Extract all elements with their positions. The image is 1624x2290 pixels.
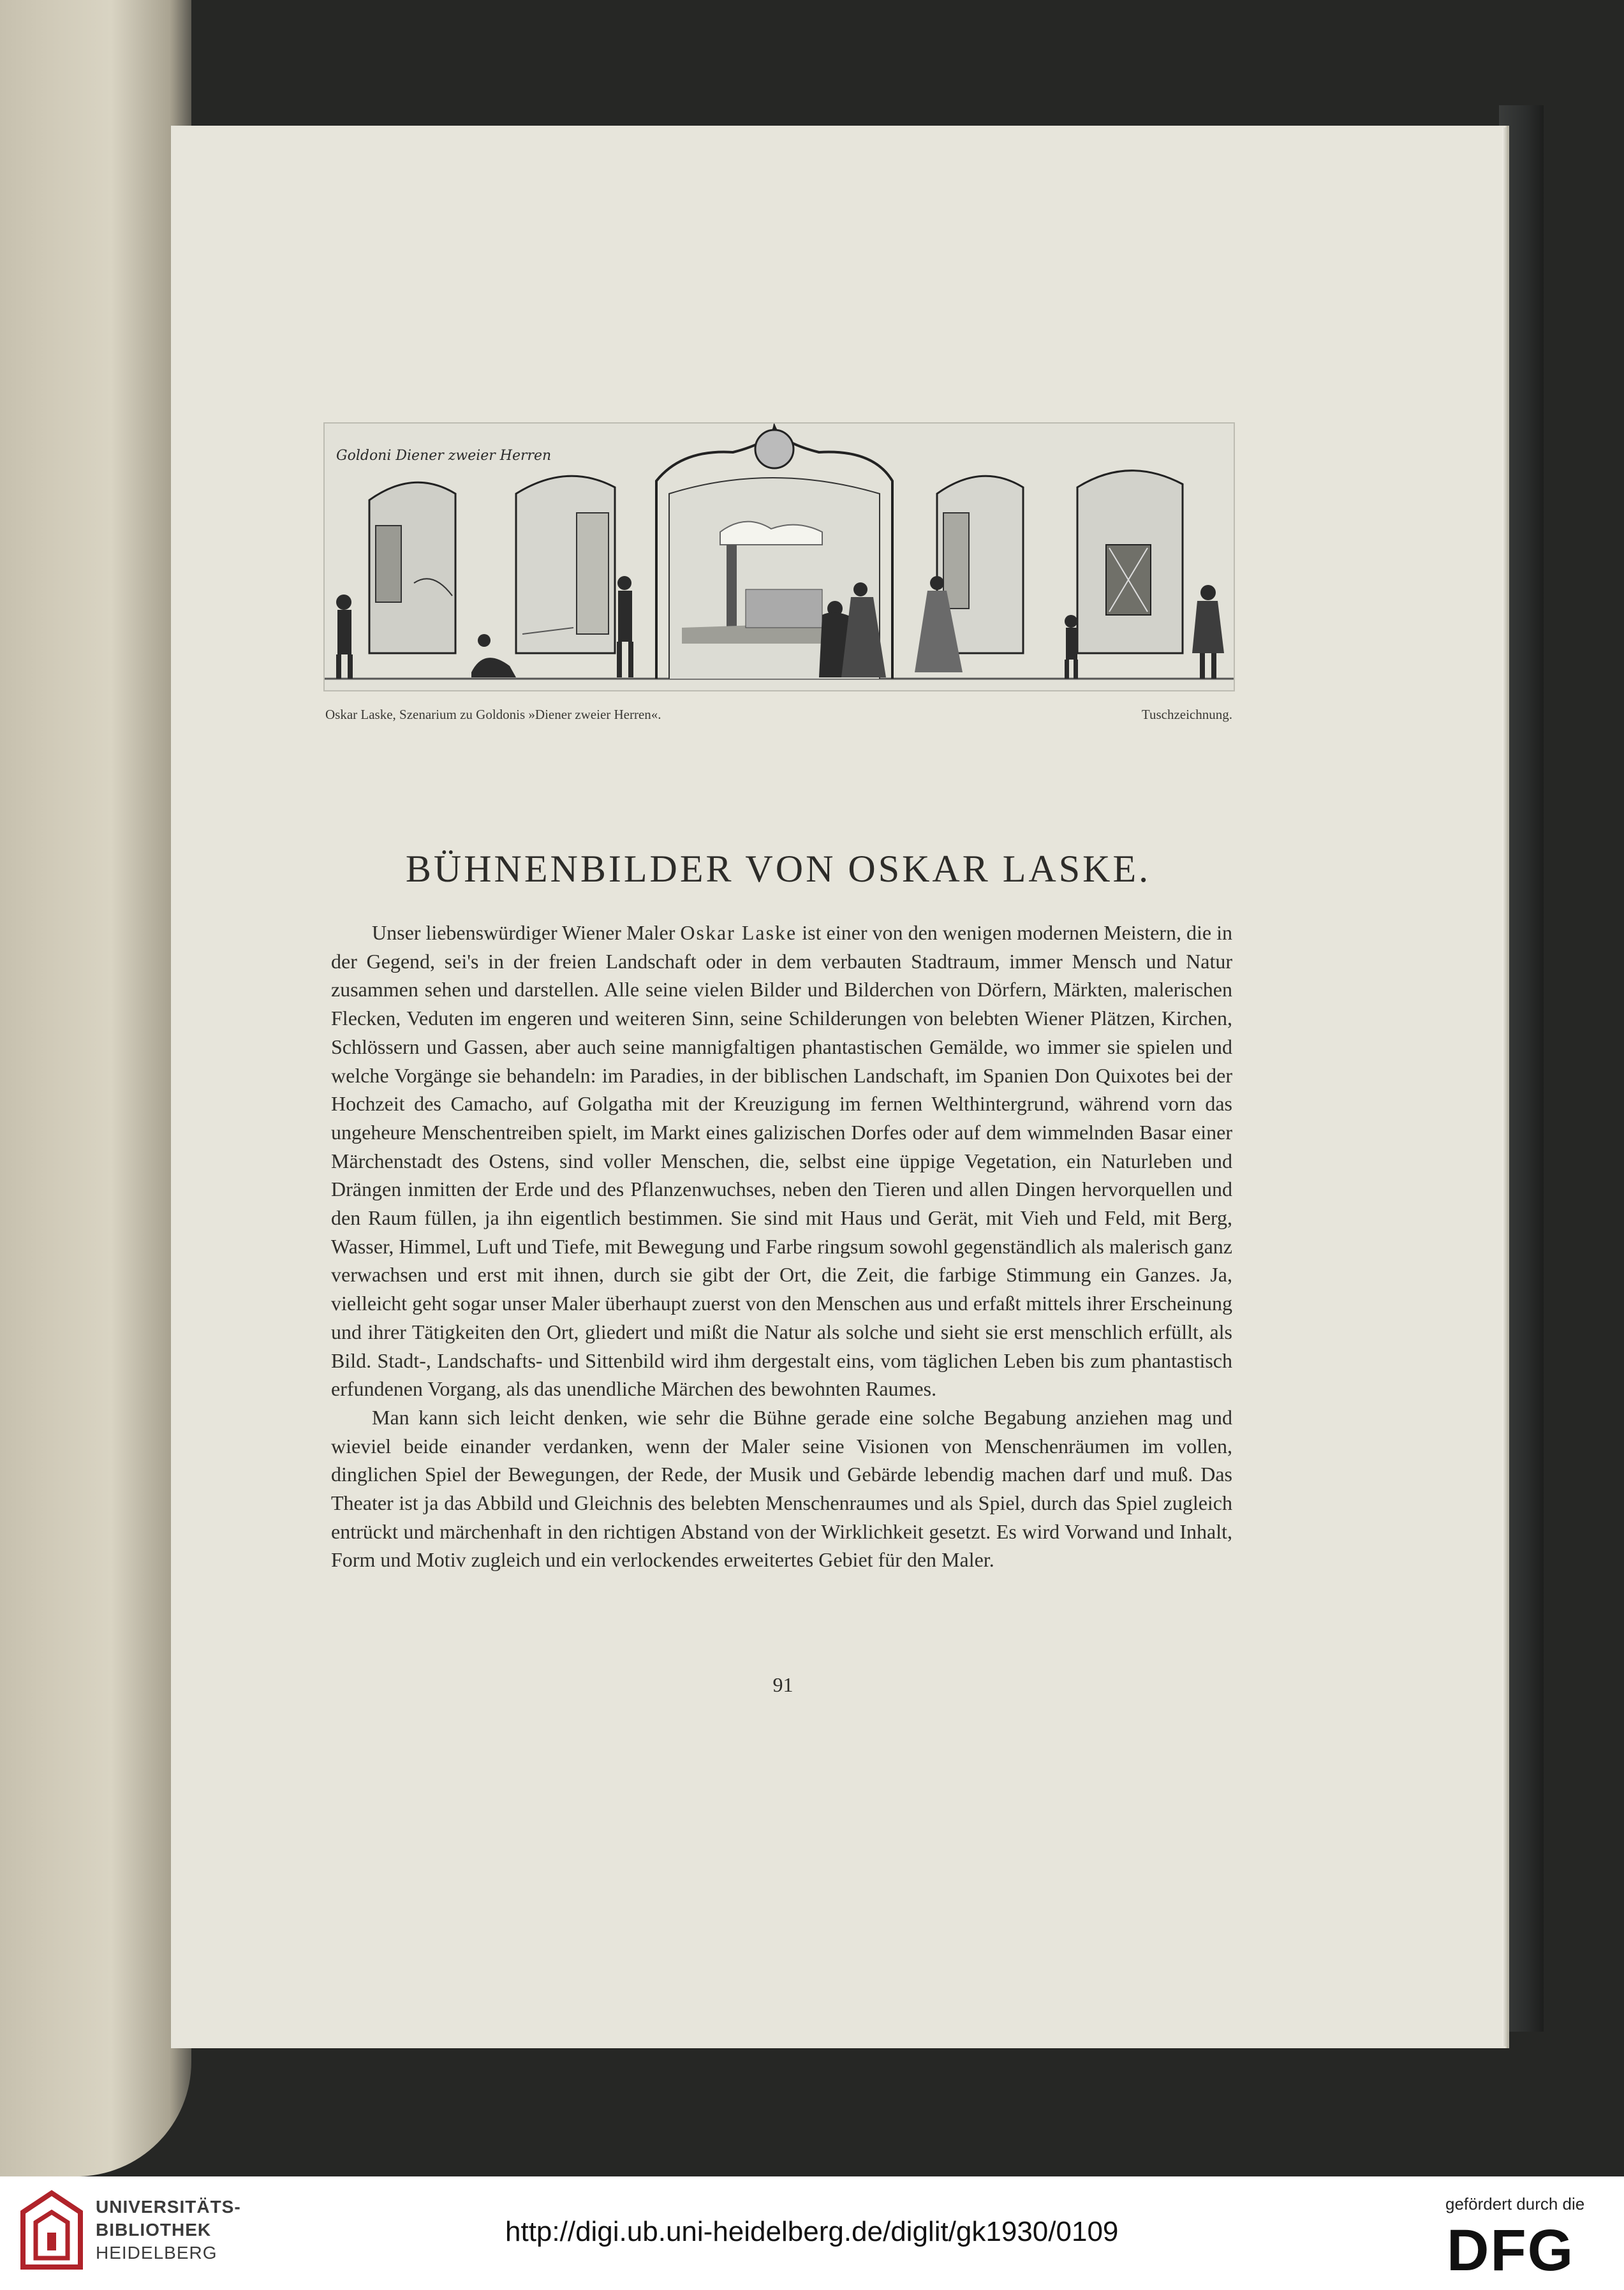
illustration-medium: Tuschzeichnung. [1141, 707, 1232, 722]
page-number: 91 [772, 1673, 794, 1696]
paragraph-2: Man kann sich leicht denken, wie sehr die Bühne gerade eine solche Begabung anziehen mag und wieviel beide einander verdanken, wenn der Maler seine Visionen von Menschenräumen im vollen, dinglichen Spiel der Bewegungen, der Rede, der Musik und Gebärde lebendig machen darf und muß. Das Theater ist ja das Abbild und Gleichnis des belebten Menschenraumes und als Spiel, durch das Spiel zugleich entrückt und märchenhaft in den richtigen Abstand von der Wirklichkeit gesetzt. Es wird Vorwand und Inhalt, Form und Motiv zugleich und ein verlockendes erweitertes Gebiet für den Maler. [331, 1405, 1232, 1572]
illustration-script-title: Goldoni Diener zweier Herren [336, 448, 552, 464]
stage-flat-5 [1077, 471, 1183, 653]
institution-line-2: BIBLIOTHEK [96, 2220, 212, 2240]
stage-flat-2 [516, 476, 615, 653]
paragraph-1-rest: ist einer von den wenigen modernen Meistern, die in der Gegend, sei's in der freien Landschaft oder in dem verbauten Stadtraum, immer Mensch und Natur zusammen sehen und darstellen. Alle seine vielen Bilder und Bilderchen von Dörfern, Märkten, malerischen Flecken, Veduten im engeren und weiteren Sinn, seine Schilderungen von belebten Wiener Plätzen, Kirchen, Schlössern und Gassen, aber auch seine mannigfaltigen phantastischen Gemälde, wo immer sie spielen und welche Vorgänge sie behandeln: im Paradies, in der biblischen Landschaft, im Spanien Don Quixotes bei der Hochzeit des Camacho, auf Golgatha mit der Kreuzigung im fernen Welthintergrund, während vorn das ungeheure Menschentreiben spielt, im Markt eines galizischen Dorfes oder auf dem wimmelnden Basar einer Märchenstadt des Ostens, sind voller Menschen, die, selbst eine üppige Vegetation, ein Naturleben und Drängen inmitten der Erde und des Pflanzenwuchses, neben den Tieren und allen Dingen hervorquellen und den Raum füllen, ja ihn eigentlich bestimmen. Sie sind mit Haus und Gerät, mit Vieh und Feld, mit Berg, Wasser, Himmel, Luft und Tiefe, mit Bewegung und Farbe ringsum sowohl gegenständlich als malerisch ganz verwachsen und erst mit ihnen, durch sie gibt der Ort, die Zeit, die farbige Stimmung ein Ganzes. Ja, vielleicht geht sogar unser Maler überhaupt zuerst von den Menschen aus und erfaßt mittels ihrer Erscheinung und ihrer Tätigkeiten den Ort, gliedert und mißt die Natur als solche und sieht sie erst menschlich erfüllt, als Bild. Stadt-, Landschafts- und Sittenbild wird ihm dergestalt eins, vom täglichen Leben bis zum phantastisch erfundenen Vorgang, als das unendliche Märchen des bewohnten Raumes. [331, 921, 1233, 1401]
institution-line-3: HEIDELBERG [96, 2243, 218, 2263]
left-page-edge [0, 0, 191, 2176]
artist-name: Oskar Laske [680, 921, 797, 944]
dfg-logo: DFG [1447, 2218, 1575, 2283]
funding-caption: gefördert durch die [1445, 2194, 1585, 2213]
stage-design-illustration [323, 422, 1235, 691]
paragraph-1-start: Unser liebenswürdiger Wiener Maler [372, 921, 681, 944]
article-body [331, 919, 1232, 1574]
permalink-url[interactable]: http://digi.ub.uni-heidelberg.de/diglit/gk1930/0109 [505, 2216, 1119, 2247]
institution-line-1: UNIVERSITÄTS- [96, 2197, 241, 2217]
stage-flat-1 [369, 482, 455, 653]
library-logo-icon [17, 2187, 87, 2273]
page-edge [1502, 128, 1507, 2046]
footer-bar [0, 2176, 1624, 2290]
illustration-caption: Oskar Laske, Szenarium zu Goldonis »Diener zweier Herren«. [325, 707, 661, 722]
paragraph-1 [331, 919, 1232, 1403]
article-heading: BÜHNENBILDER VON OSKAR LASKE. [405, 848, 1151, 890]
